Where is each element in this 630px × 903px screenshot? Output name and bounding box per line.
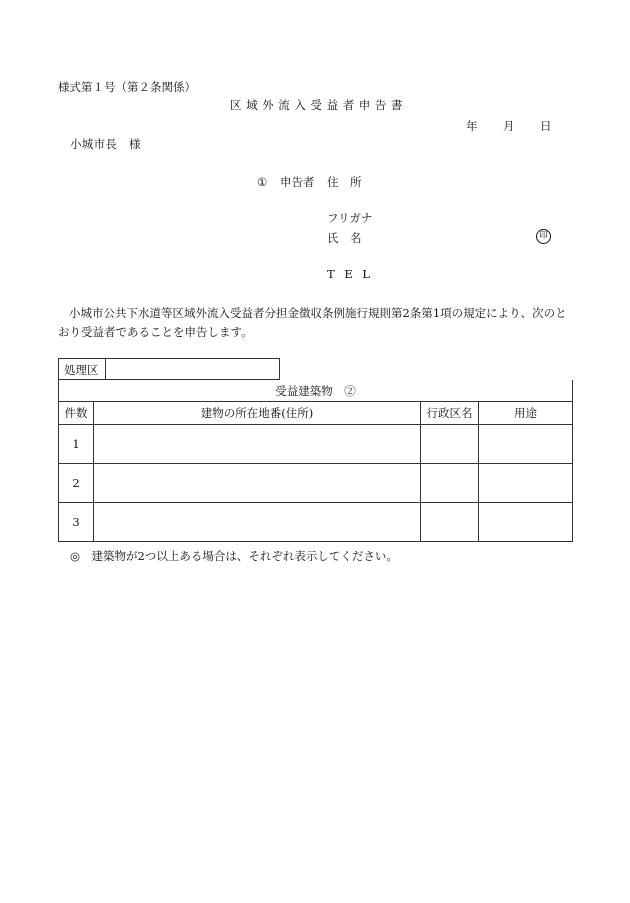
district-cell[interactable] xyxy=(421,425,479,464)
row-number: 2 xyxy=(59,464,94,503)
use-cell[interactable] xyxy=(479,425,573,464)
table-row xyxy=(59,425,573,464)
date-month-label: 月 xyxy=(503,119,515,133)
declaration-text: 小城市公共下水道等区域外流入受益者分担金徴収条例施行規則第2条第1項の規定により、次のとおり受益者であることを申告します。 xyxy=(58,306,567,339)
table-row xyxy=(59,503,573,542)
furigana-label: フリガナ xyxy=(327,211,373,225)
address-label: 住 所 xyxy=(327,175,362,189)
header-count: 件数 xyxy=(59,402,94,425)
use-cell[interactable] xyxy=(479,503,573,542)
processing-area-label: 処理区 xyxy=(64,363,99,377)
footnote: ◎ 建築物が2つ以上ある場合は、それぞれ表示してください。 xyxy=(70,549,398,563)
date-year-label: 年 xyxy=(466,119,478,133)
header-district: 行政区名 xyxy=(421,402,479,425)
building-address-cell[interactable] xyxy=(94,464,421,503)
applicant-label: 申告者 xyxy=(280,175,315,189)
buildings-table-caption-row xyxy=(59,380,573,402)
building-address-cell[interactable] xyxy=(94,425,421,464)
district-cell[interactable] xyxy=(421,503,479,542)
building-address-cell[interactable] xyxy=(94,503,421,542)
applicant-number-mark: ① xyxy=(257,175,268,189)
district-cell[interactable] xyxy=(421,464,479,503)
table-row xyxy=(59,464,573,503)
name-label: 氏 名 xyxy=(327,231,362,245)
tel-label: T E L xyxy=(327,267,371,281)
buildings-table-header-row xyxy=(59,402,573,425)
date-day-label: 日 xyxy=(540,119,552,133)
row-number: 1 xyxy=(59,425,94,464)
processing-area-box xyxy=(58,358,280,380)
use-cell[interactable] xyxy=(479,464,573,503)
document-title: 区域外流入受益者申告書 xyxy=(230,98,408,112)
buildings-table-caption: 受益建築物 ② xyxy=(59,380,573,402)
form-number: 様式第１号（第２条関係） xyxy=(58,80,196,94)
processing-area-divider xyxy=(105,359,106,379)
seal-mark: 印 xyxy=(536,229,551,244)
addressee: 小城市長 様 xyxy=(70,137,141,151)
header-building-address: 建物の所在地番(住所) xyxy=(94,402,421,425)
buildings-table xyxy=(58,380,573,542)
header-use: 用途 xyxy=(479,402,573,425)
row-number: 3 xyxy=(59,503,94,542)
